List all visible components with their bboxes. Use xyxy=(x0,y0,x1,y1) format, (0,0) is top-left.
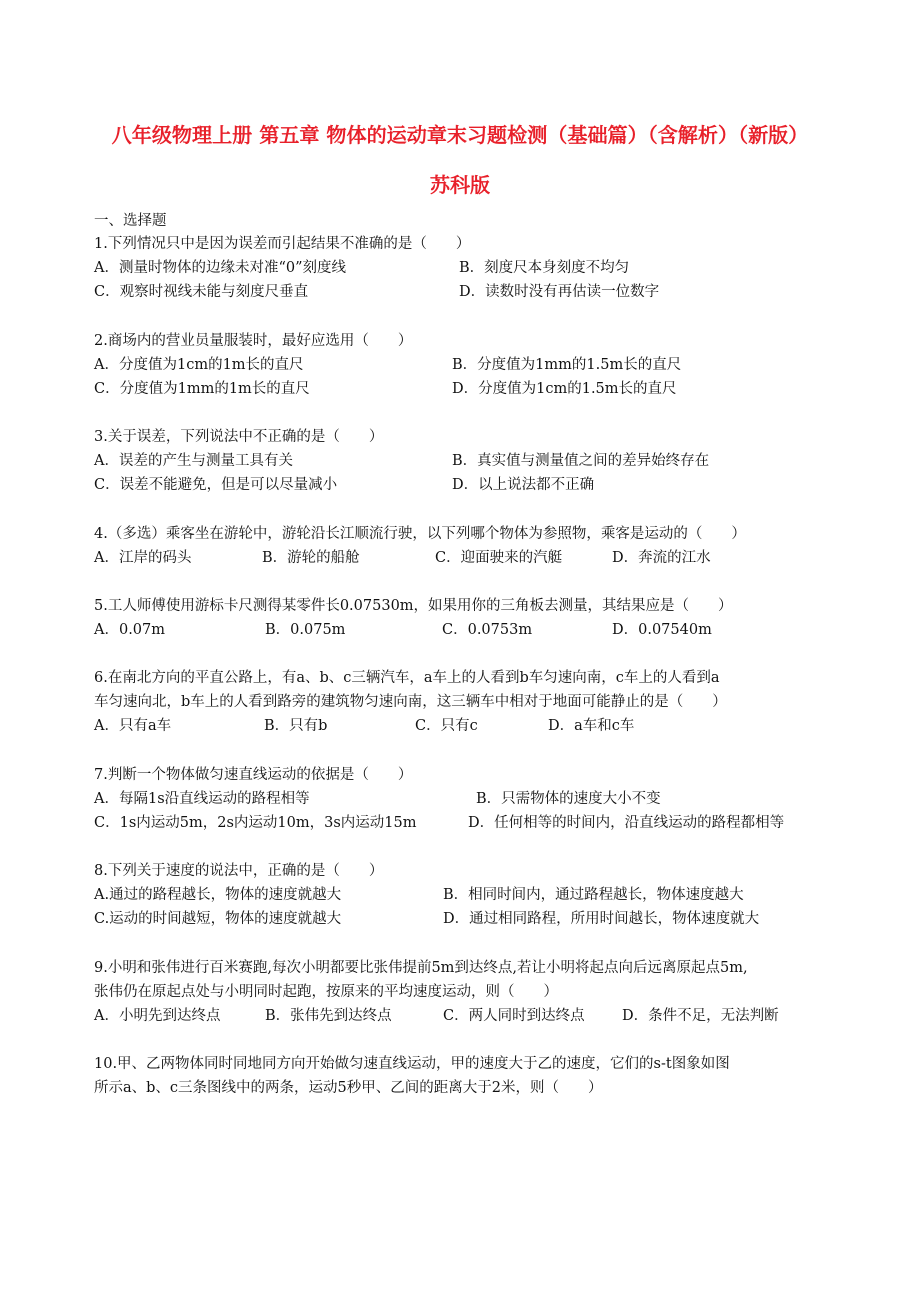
question-3-option-a: A．误差的产生与测量工具有关 xyxy=(94,453,293,469)
question-4-stem: 4.（多选）乘客坐在游轮中，游轮沿长江顺流行驶，以下列哪个物体为参照物，乘客是运动的（ ） xyxy=(94,526,746,542)
question-9-option-d: D．条件不足，无法判断 xyxy=(622,1008,779,1024)
question-3-stem: 3.关于误差，下列说法中不正确的是（ ） xyxy=(94,429,384,445)
question-8-option-a: A.通过的路程越长，物体的速度就越大 xyxy=(94,887,342,903)
question-7-option-d: D．任何相等的时间内，沿直线运动的路程都相等 xyxy=(468,815,785,831)
question-9-option-c: C．两人同时到达终点 xyxy=(443,1008,585,1024)
question-8-option-b: B．相同时间内，通过路程越长，物体速度越大 xyxy=(443,887,744,903)
question-1-option-b: B．刻度尺本身刻度不均匀 xyxy=(459,260,630,276)
question-7-option-b: B．只需物体的速度大小不变 xyxy=(476,791,661,807)
question-10-stem-line-2: 所示a、b、c三条图线中的两条，运动5秒甲、乙间的距离大于2米，则（ ） xyxy=(94,1080,603,1096)
question-5-option-b: B．0.075m xyxy=(265,622,346,638)
document-title-line-2: 苏科版 xyxy=(429,173,491,197)
question-6-stem-line-2: 车匀速向北，b车上的人看到路旁的建筑物匀速向南，这三辆车中相对于地面可能静止的是（ ） xyxy=(94,694,727,710)
question-5-stem: 5.工人师傅使用游标卡尺测得某零件长0.07530m，如果用你的三角板去测量，其结果应是（ ） xyxy=(94,598,733,614)
question-3-option-c: C．误差不能避免，但是可以尽量减小 xyxy=(94,477,338,493)
question-6-stem-line-1: 6.在南北方向的平直公路上，有a、b、c三辆汽车，a车上的人看到b车匀速向南，c车上的人看到a xyxy=(94,670,720,686)
question-7-stem: 7.判断一个物体做匀速直线运动的依据是（ ） xyxy=(94,767,413,783)
question-7-option-a: A．每隔1s沿直线运动的路程相等 xyxy=(94,791,310,807)
question-6-option-c: C．只有c xyxy=(415,718,478,734)
question-1-option-a: A．测量时物体的边缘未对准“0”刻度线 xyxy=(94,260,347,276)
question-2-option-c: C．分度值为1mm的1m长的直尺 xyxy=(94,381,310,397)
question-8-option-c: C.运动的时间越短，物体的速度就越大 xyxy=(94,911,342,927)
question-4-option-c: C．迎面驶来的汽艇 xyxy=(435,550,563,566)
question-1-option-d: D．读数时没有再估读一位数字 xyxy=(459,284,660,300)
question-9-stem-line-2: 张伟仍在原起点处与小明同时起跑，按原来的平均速度运动，则（ ） xyxy=(94,984,558,1000)
question-5-option-c: C．0.0753m xyxy=(442,622,533,638)
question-3-option-d: D．以上说法都不正确 xyxy=(452,477,595,493)
question-4-option-d: D．奔流的江水 xyxy=(612,550,711,566)
question-10-stem-line-1: 10.甲、乙两物体同时同地同方向开始做匀速直线运动，甲的速度大于乙的速度，它们的s-t图象如图 xyxy=(94,1056,730,1072)
question-1-stem: 1.下列情况只中是因为误差而引起结果不准确的是（ ） xyxy=(94,236,471,252)
question-2-stem: 2.商场内的营业员量服装时，最好应选用（ ） xyxy=(94,333,413,349)
question-4-option-a: A．江岸的码头 xyxy=(94,550,192,566)
question-2-option-a: A．分度值为1cm的1m长的直尺 xyxy=(94,357,304,373)
question-7-option-c: C．1s内运动5m，2s内运动10m，3s内运动15m xyxy=(94,815,417,831)
question-8-option-d: D．通过相同路程，所用时间越长，物体速度就大 xyxy=(443,911,760,927)
question-5-option-d: D．0.07540m xyxy=(612,622,712,638)
question-9-option-a: A．小明先到达终点 xyxy=(94,1008,221,1024)
question-6-option-d: D．a车和c车 xyxy=(548,718,635,734)
question-4-option-b: B．游轮的船舱 xyxy=(262,550,360,566)
question-2-option-d: D．分度值为1cm的1.5m长的直尺 xyxy=(452,381,677,397)
document-title-line-1: 八年级物理上册 第五章 物体的运动章末习题检测（基础篇）（含解析）（新版） xyxy=(111,123,809,147)
question-6-option-a: A．只有a车 xyxy=(94,718,172,734)
question-6-option-b: B．只有b xyxy=(264,718,328,734)
question-3-option-b: B．真实值与测量值之间的差异始终存在 xyxy=(452,453,710,469)
section-heading: 一、选择题 xyxy=(94,213,167,229)
question-1-option-c: C．观察时视线未能与刻度尺垂直 xyxy=(94,284,309,300)
question-5-option-a: A．0.07m xyxy=(94,622,166,638)
question-9-option-b: B．张伟先到达终点 xyxy=(265,1008,392,1024)
question-9-stem-line-1: 9.小明和张伟进行百米赛跑,每次小明都要比张伟提前5m到达终点,若让小明将起点向后远离原起点5m, xyxy=(94,960,748,976)
question-8-stem: 8.下列关于速度的说法中，正确的是（ ） xyxy=(94,863,384,879)
question-2-option-b: B．分度值为1mm的1.5m长的直尺 xyxy=(452,357,682,373)
